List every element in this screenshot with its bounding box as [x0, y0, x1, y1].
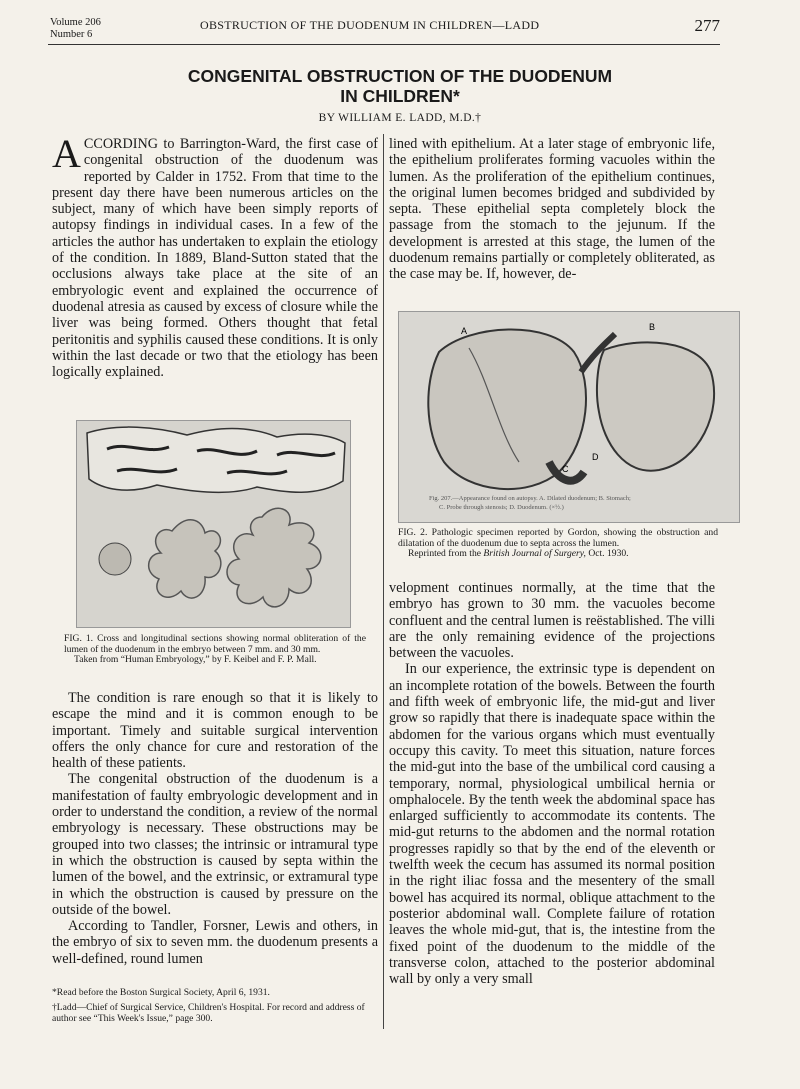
figure-1-caption [64, 634, 366, 666]
col2-body [389, 580, 715, 987]
fig2-inner-caption-1: Fig. 207.—Appearance found on autopsy. A. Dilated duodenum; B. Stomach; [429, 495, 631, 502]
title-line-2: IN CHILDREN* [340, 86, 460, 106]
column-divider [383, 134, 384, 1029]
footnote-2: †Ladd—Chief of Surgical Service, Children's Hospital. For record and address of author see “This Week's Issue,” page 300. [52, 1002, 365, 1024]
col2-top [389, 136, 715, 283]
embryo-sections-illustration [77, 421, 350, 627]
article-title [80, 66, 720, 106]
footnote-1: *Read before the Boston Surgical Society, April 6, 1931. [52, 987, 270, 998]
figure-2-image [398, 311, 740, 523]
figure-1-image [76, 420, 351, 628]
label-d: D [592, 452, 599, 462]
paragraph-extrinsic: In our experience, the extrinsic type is dependent on an incomplete rotation of the bowels. Between the fourth and fifth week of embryonic life, the mid-gut and liver grow so rapidly that there is inadequate space within the abdomen for the various organs which must eventually occupy this cavity. To meet this situation, nature forces the mid-gut into the base of the umbilical cord causing a temporary, normal, physiological umbilical hernia or omphalocele. By the tenth week the abdominal space has enlarged sufficiently to accommodate its contents. The mid-gut returns to the abdomen and the normal rotation progresses rapidly so that by the end of the eleventh or twelfth week the cecum has assumed its normal position in the right iliac fossa and the mesentery of the small bowel has acquired its normal, oblique attachment to the posterior abdominal wall. Complete failure of rotation leaves the whole mid-gut, that is, the intestine from the fixed point of the duodenum to the middle of the transverse colon, attached to the posterior abdominal wall by only a very small [389, 661, 715, 988]
number-label: Number 6 [50, 29, 93, 40]
volume-info [50, 17, 101, 41]
specimen-photograph [399, 312, 739, 522]
fig2-inner-caption-2: C. Probe through stenosis; D. Duodenum. (×½.) [439, 504, 564, 511]
header-rule [48, 44, 720, 45]
running-title: OBSTRUCTION OF THE DUODENUM IN CHILDREN—LADD [200, 18, 540, 32]
paragraph-development: velopment continues normally, at the time that the embryo has grown to 30 mm. the vacuoles become confluent and the central lumen is reëstablished. The villi are the only remaining evidence of the projections between the vacuoles. [389, 580, 715, 662]
footnotes [52, 987, 378, 1028]
fig2-source [398, 549, 718, 560]
page-number: 277 [694, 16, 720, 35]
intro-text: CCORDING to Barrington-Ward, the first case of congenital obstruction of the duodenum was reported by Calder in 1752. From that time to the present day there have been numerous articles on the subject, many of which have been simply reports of autopsy findings in individual cases. In a few of the articles the author has undertaken to explain the etiology of the condition. In 1889, Bland-Sutton stated that the occlusions always take place at the site of an embryologic event and explained the occurrence of duodenal atresia as caused by excess of closure while the liver was being formed. Others thought that fetal peritonitis and syphilis caused these conditions. It is only within the last decade or two that the etiology has been logically explained. [52, 136, 378, 381]
fig2-caption-text: FIG. 2. Pathologic specimen reported by Gordon, showing the obstruction and dilatation of the duodenum due to septa across the lumen. [398, 527, 718, 549]
title-line-1: CONGENITAL OBSTRUCTION OF THE DUODENUM [187, 66, 613, 86]
volume-label: Volume 206 [50, 17, 101, 28]
label-c: C [562, 464, 569, 474]
fig1-source: Taken from “Human Embryology,” by F. Keibel and F. P. Mall. [74, 654, 317, 666]
label-a: A [461, 326, 468, 336]
paragraph-embryology: The congenital obstruction of the duodenum is a manifestation of faulty embryologic development and in order to understand the condition, a review of the normal embryology is necessary. These obstructions may be grouped into two classes; the intrinsic or intramural type in which the obstruction is caused by septa within the lumen of the bowel, and the extrinsic, or extramural type in which the obstruction is caused by pressure on the outside of the bowel. [52, 771, 378, 918]
fig2-source-journal: British Journal of Surgery, [483, 548, 586, 560]
fig1-caption-text: FIG. 1. Cross and longitudinal sections showing normal obliteration of the lumen of the duodenum in the embryo between 7 mm. and 30 mm. [64, 633, 366, 655]
col1-intro [52, 131, 378, 381]
drop-cap: A [52, 131, 81, 176]
col1-body [52, 690, 378, 967]
label-b: B [649, 322, 656, 332]
paragraph-tandler: According to Tandler, Forsner, Lewis and others, in the embryo of six to seven mm. the duodenum presents a well-defined, round lumen [52, 918, 378, 967]
figure-2-caption [398, 528, 718, 560]
byline: BY WILLIAM E. LADD, M.D.† [318, 112, 482, 124]
fig2-source-prefix: Reprinted from the [408, 548, 481, 560]
fig2-source-suffix: Oct. 1930. [588, 548, 629, 560]
paragraph-epithelium: lined with epithelium. At a later stage of embryonic life, the epithelium proliferates forming vacuoles within the lumen. As the proliferation of the epithelium continues, the original lumen becomes bridged and subdivided by septa. These epithelial septa completely block the passage from the stomach to the jejunum. If the development is arrested at this stage, the lumen of the duodenum remains partially or completely obliterated, as the case may be. If, however, de- [389, 136, 715, 283]
paragraph-rarity: The condition is rare enough so that it is likely to escape the mind and it is common enough to be important. Timely and suitable surgical intervention offers the only chance for cure and restoration of the health of these patients. [52, 690, 378, 772]
intro-paragraph [52, 131, 378, 381]
